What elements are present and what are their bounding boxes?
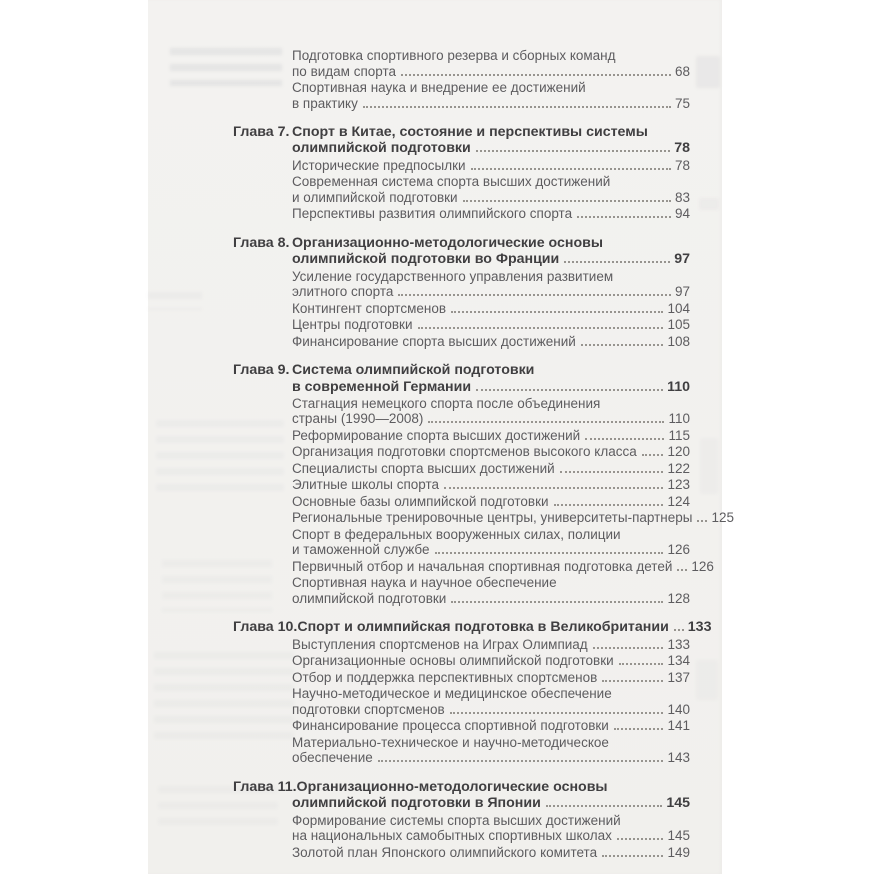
toc-chapter-section bbox=[233, 779, 690, 860]
toc-item bbox=[292, 269, 690, 300]
dot-leader bbox=[593, 645, 664, 649]
toc-item-text: Первичный отбор и начальная спортивная подготовка детей bbox=[292, 558, 673, 574]
toc-item bbox=[292, 670, 690, 686]
toc-item bbox=[292, 686, 690, 717]
toc-row bbox=[292, 527, 690, 543]
toc-row bbox=[292, 379, 690, 395]
toc-item-text: элитного спорта bbox=[292, 284, 394, 300]
toc-chapter-section bbox=[233, 362, 734, 606]
dot-leader bbox=[476, 148, 670, 152]
toc-item bbox=[292, 48, 690, 79]
page-number: 78 bbox=[674, 140, 690, 157]
dot-leader bbox=[463, 198, 671, 202]
toc-item-text: Материально-техническое и научно-методическое bbox=[292, 734, 609, 750]
toc-item bbox=[292, 80, 690, 111]
dot-leader bbox=[418, 325, 664, 329]
toc-item-text: по видам спорта bbox=[292, 63, 397, 79]
toc-item bbox=[292, 301, 690, 317]
page-number: 105 bbox=[667, 317, 690, 333]
toc-item-text: Современная система спорта высших достижений bbox=[292, 174, 611, 190]
toc-row bbox=[292, 96, 690, 112]
toc-item-text: на национальных самобытных спортивных школах bbox=[292, 828, 612, 844]
toc-item bbox=[292, 174, 690, 205]
toc-item-text: Основные базы олимпийской подготовки bbox=[292, 493, 549, 509]
page-number: 143 bbox=[667, 750, 690, 766]
dot-leader bbox=[602, 853, 663, 857]
toc-row bbox=[292, 428, 690, 444]
dot-leader bbox=[619, 661, 664, 665]
toc-item-text: Стагнация немецкого спорта после объединения bbox=[292, 395, 601, 411]
toc-row bbox=[292, 461, 690, 477]
toc-item bbox=[292, 494, 690, 510]
page-number: 104 bbox=[667, 300, 690, 316]
chapter-title-text: олимпийской подготовки во Франции bbox=[292, 251, 560, 268]
toc-chapter-section bbox=[233, 619, 712, 766]
chapter-heading bbox=[233, 235, 690, 268]
toc-item-text: Спорт в федеральных вооруженных силах, полиции bbox=[292, 526, 621, 542]
page-number: 137 bbox=[667, 669, 690, 685]
dot-leader bbox=[581, 342, 664, 346]
toc-item-text: Спортивная наука и научное обеспечение bbox=[292, 575, 557, 591]
page-number: 133 bbox=[667, 636, 690, 652]
toc-continued-section bbox=[233, 48, 690, 111]
dot-leader bbox=[577, 214, 671, 218]
toc-row bbox=[292, 301, 690, 317]
toc-row bbox=[233, 779, 690, 795]
page-number: 108 bbox=[667, 333, 690, 349]
dot-leader bbox=[674, 627, 684, 631]
page-number: 126 bbox=[691, 558, 714, 574]
toc-row bbox=[292, 686, 690, 702]
toc-item bbox=[292, 637, 690, 653]
chapter-heading bbox=[233, 779, 690, 812]
toc-row bbox=[292, 575, 690, 591]
toc-row bbox=[292, 510, 734, 526]
toc-item bbox=[292, 396, 690, 427]
toc-row bbox=[292, 702, 690, 718]
dot-leader bbox=[614, 726, 664, 730]
toc-item-text: Научно-методическое и медицинское обеспечение bbox=[292, 686, 612, 702]
chapter-title-text: в современной Германии bbox=[292, 378, 472, 395]
ghost-showthrough bbox=[696, 56, 720, 88]
toc-item bbox=[292, 428, 690, 444]
toc-item bbox=[292, 334, 690, 350]
page-number: 125 bbox=[711, 510, 734, 526]
dot-leader bbox=[401, 72, 671, 76]
dot-leader bbox=[435, 550, 664, 554]
page-number: 124 bbox=[667, 493, 690, 509]
page-number: 78 bbox=[674, 157, 690, 173]
toc-row bbox=[233, 124, 690, 140]
toc-item bbox=[292, 317, 690, 333]
page-number: 68 bbox=[674, 63, 690, 79]
chapter-title-text: Спорт в Китае, состояние и перспективы системы bbox=[292, 124, 648, 140]
toc-item-text: Финансирование спорта высших достижений bbox=[292, 333, 576, 349]
toc-item-text: подготовки спортсменов bbox=[292, 701, 445, 717]
chapter-title-text: Спорт и олимпийская подготовка в Великобритании bbox=[297, 619, 669, 636]
dot-leader bbox=[428, 419, 664, 423]
page-number: 122 bbox=[667, 460, 690, 476]
toc-row bbox=[292, 828, 690, 844]
page-number: 110 bbox=[667, 378, 690, 395]
toc-item bbox=[292, 845, 690, 861]
dot-leader bbox=[677, 567, 687, 571]
toc-item-text: Контингент спортсменов bbox=[292, 300, 447, 316]
chapter-heading bbox=[233, 619, 712, 636]
toc-row bbox=[292, 653, 690, 669]
toc-item bbox=[292, 813, 690, 844]
page-number: 94 bbox=[674, 206, 690, 222]
toc-item-text: Региональные тренировочные центры, университеты-партнеры bbox=[292, 510, 693, 526]
dot-leader bbox=[585, 436, 664, 440]
chapter-label: Глава 9. bbox=[233, 362, 290, 379]
toc-item-text: Организация подготовки спортсменов высокого класса bbox=[292, 444, 637, 460]
page-number: 141 bbox=[667, 718, 690, 734]
chapter-title-text: Система олимпийской подготовки bbox=[292, 362, 535, 379]
toc-row bbox=[292, 558, 714, 575]
dot-leader bbox=[378, 758, 664, 762]
toc-item bbox=[292, 206, 690, 222]
ghost-showthrough bbox=[699, 198, 719, 210]
toc-item-text: Элитные школы спорта bbox=[292, 477, 440, 493]
toc-item-text: Специалисты спорта высших достижений bbox=[292, 460, 555, 476]
toc-item-text: Отбор и поддержка перспективных спортсменов bbox=[292, 669, 598, 685]
page-number: 145 bbox=[666, 795, 690, 812]
toc-row bbox=[292, 591, 690, 607]
ghost-showthrough bbox=[696, 660, 718, 700]
toc-item bbox=[292, 510, 734, 526]
page-number: 128 bbox=[667, 590, 690, 606]
toc-item-text: Реформирование спорта высших достижений bbox=[292, 427, 581, 443]
page-number: 133 bbox=[687, 619, 712, 636]
toc-item bbox=[292, 158, 690, 174]
toc-item-text: Финансирование процесса спортивной подготовки bbox=[292, 718, 609, 734]
page-number: 134 bbox=[667, 653, 690, 669]
toc-item-text: и таможенной службе bbox=[292, 542, 430, 558]
toc-item-text: страны (1990—2008) bbox=[292, 411, 424, 427]
dot-leader bbox=[451, 599, 663, 603]
toc-item-text: обеспечение bbox=[292, 750, 373, 766]
toc-row bbox=[292, 206, 690, 222]
page-number: 115 bbox=[668, 427, 690, 443]
toc-row bbox=[233, 362, 690, 378]
dot-leader bbox=[398, 292, 671, 296]
table-of-contents bbox=[233, 47, 734, 860]
page-number: 83 bbox=[674, 189, 690, 205]
toc-row bbox=[292, 64, 690, 80]
toc-row bbox=[292, 48, 690, 64]
dot-leader bbox=[617, 836, 664, 840]
toc-item bbox=[292, 527, 690, 558]
toc-row bbox=[292, 284, 690, 300]
toc-row bbox=[292, 542, 690, 558]
chapter-title-text: Организационно-методологические основы bbox=[292, 234, 603, 251]
page-number: 140 bbox=[667, 701, 690, 717]
dot-leader bbox=[602, 678, 663, 682]
toc-row bbox=[292, 251, 690, 267]
toc-row bbox=[292, 80, 690, 96]
page-number: 97 bbox=[674, 284, 690, 300]
toc-item bbox=[292, 653, 690, 669]
toc-row bbox=[292, 411, 690, 427]
toc-row bbox=[292, 637, 690, 653]
toc-item-text: в практику bbox=[292, 95, 358, 111]
toc-row bbox=[292, 190, 690, 206]
dot-leader bbox=[564, 259, 670, 263]
page-number: 145 bbox=[667, 828, 690, 844]
toc-item bbox=[292, 718, 690, 734]
toc-item bbox=[292, 461, 690, 477]
chapter-label: Глава 10. bbox=[233, 619, 298, 636]
toc-item bbox=[292, 558, 714, 575]
toc-row bbox=[233, 619, 712, 636]
page-number: 126 bbox=[667, 542, 690, 558]
toc-chapter-section bbox=[233, 235, 690, 349]
chapter-heading bbox=[233, 362, 690, 395]
book-page bbox=[148, 0, 734, 874]
toc-item-text: олимпийской подготовки bbox=[292, 590, 447, 606]
ghost-showthrough bbox=[148, 292, 202, 310]
toc-item-text: Центры подготовки bbox=[292, 317, 413, 333]
toc-row bbox=[292, 813, 690, 829]
dot-leader bbox=[471, 166, 671, 170]
toc-row bbox=[292, 494, 690, 510]
chapter-title-text: Организационно-методологические основы bbox=[296, 778, 608, 795]
dot-leader bbox=[697, 518, 707, 522]
toc-row bbox=[292, 174, 690, 190]
toc-row bbox=[292, 795, 690, 811]
toc-item-text: Подготовка спортивного резерва и сборных команд bbox=[292, 48, 616, 63]
page-number: 110 bbox=[668, 411, 690, 427]
toc-row bbox=[292, 269, 690, 285]
toc-item-text: и олимпийской подготовки bbox=[292, 189, 458, 205]
dot-leader bbox=[554, 502, 664, 506]
toc-row bbox=[292, 735, 690, 751]
dot-leader bbox=[363, 104, 671, 108]
toc-item-text: Спортивная наука и внедрение ее достижений bbox=[292, 80, 586, 95]
toc-item bbox=[292, 477, 690, 493]
toc-item bbox=[292, 735, 690, 766]
dot-leader bbox=[451, 309, 663, 313]
dot-leader bbox=[450, 710, 664, 714]
toc-item-text: Организационные основы олимпийской подготовки bbox=[292, 653, 614, 669]
toc-item-text: Исторические предпосылки bbox=[292, 157, 466, 173]
toc-row bbox=[292, 444, 690, 460]
toc-row bbox=[233, 235, 690, 251]
toc-row bbox=[292, 140, 690, 156]
toc-row bbox=[292, 670, 690, 686]
toc-chapter-section bbox=[233, 124, 690, 222]
page-number: 120 bbox=[667, 444, 690, 460]
toc-row bbox=[292, 845, 690, 861]
page-number: 123 bbox=[667, 477, 690, 493]
dot-leader bbox=[546, 803, 663, 807]
toc-item-text: Выступления спортсменов на Играх Олимпиад bbox=[292, 636, 588, 652]
toc-row bbox=[292, 396, 690, 412]
dot-leader bbox=[642, 452, 664, 456]
page-number: 75 bbox=[674, 95, 690, 111]
toc-item bbox=[292, 444, 690, 460]
toc-item-text: Золотой план Японского олимпийского комитета bbox=[292, 844, 598, 860]
page-number: 97 bbox=[674, 251, 690, 268]
toc-item bbox=[292, 575, 690, 606]
toc-row bbox=[292, 477, 690, 493]
toc-row bbox=[292, 334, 690, 350]
page-number: 149 bbox=[667, 844, 690, 860]
chapter-heading bbox=[233, 124, 690, 157]
chapter-label: Глава 11. bbox=[233, 778, 297, 795]
toc-row bbox=[292, 158, 690, 174]
chapter-label: Глава 8. bbox=[233, 234, 290, 251]
dot-leader bbox=[444, 485, 663, 489]
toc-item-text: Формирование системы спорта высших достижений bbox=[292, 812, 621, 828]
dot-leader bbox=[476, 387, 663, 391]
toc-row bbox=[292, 718, 690, 734]
toc-row bbox=[292, 750, 690, 766]
toc-row bbox=[292, 317, 690, 333]
dot-leader bbox=[560, 469, 664, 473]
chapter-label: Глава 7. bbox=[233, 124, 290, 140]
ghost-showthrough bbox=[700, 438, 718, 494]
chapter-title-text: олимпийской подготовки bbox=[292, 140, 471, 157]
toc-item-text: Перспективы развития олимпийского спорта bbox=[292, 206, 573, 222]
toc-item-text: Усиление государственного управления развитием bbox=[292, 268, 614, 284]
chapter-title-text: олимпийской подготовки в Японии bbox=[292, 795, 541, 812]
